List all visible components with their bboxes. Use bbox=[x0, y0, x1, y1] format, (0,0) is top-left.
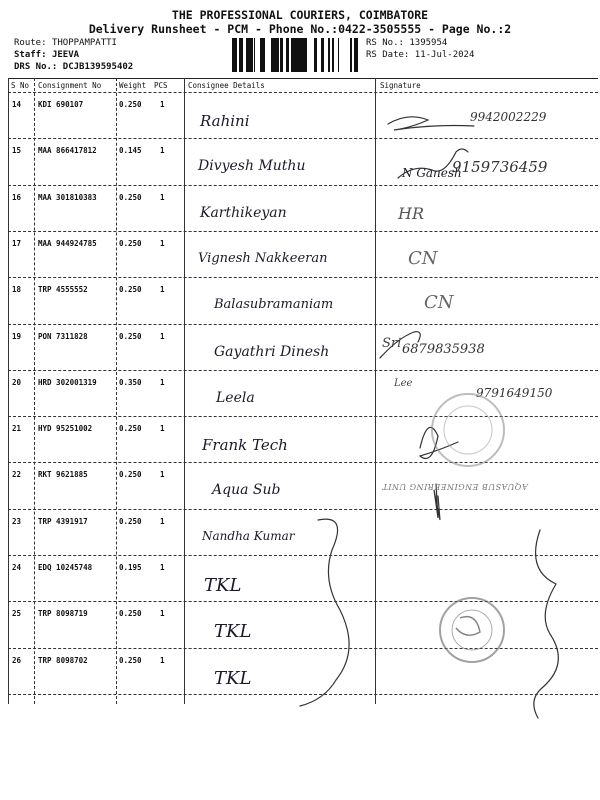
col-header-signature: Signature bbox=[380, 81, 421, 90]
row-weight: 0.250 bbox=[119, 655, 142, 665]
rs-no-label: RS No.: bbox=[366, 38, 404, 48]
row-consignee-handwritten: Nandha Kumar bbox=[202, 528, 295, 543]
row-pcs: 1 bbox=[160, 563, 165, 572]
row-consignment-no: MAA 301810383 bbox=[38, 192, 97, 202]
row-sno: 24 bbox=[12, 563, 22, 572]
signature-note: CN bbox=[424, 292, 454, 313]
signature-note: HR bbox=[398, 204, 424, 223]
row-sno: 18 bbox=[12, 285, 22, 295]
row-consignment-no: RKT 9621885 bbox=[38, 470, 88, 480]
route-label: Route: bbox=[14, 38, 47, 48]
row-consignment-no: MAA 866417812 bbox=[38, 146, 97, 156]
row-sno: 16 bbox=[12, 192, 22, 202]
row-consignment-no: HYD 95251002 bbox=[38, 424, 93, 434]
row-consignment-no: TRP 8098702 bbox=[38, 655, 88, 665]
row-consignment-no: MAA 944924785 bbox=[38, 238, 97, 248]
staff-label: Staff: bbox=[14, 50, 47, 60]
row-consignee-handwritten: Frank Tech bbox=[202, 436, 288, 455]
signature-note: Lee bbox=[394, 378, 413, 389]
row-consignee-handwritten: Rahini bbox=[200, 112, 250, 130]
signature-note: Sri bbox=[382, 336, 402, 351]
row-phone-handwritten: 9791649150 bbox=[476, 385, 553, 400]
row-pcs: 1 bbox=[160, 146, 165, 156]
rs-date-value: 11-Jul-2024 bbox=[414, 50, 475, 60]
row-consignment-no: EDQ 10245748 bbox=[38, 563, 93, 572]
row-pcs: 1 bbox=[160, 192, 165, 202]
row-consignee-handwritten: Karthikeyan bbox=[200, 204, 287, 221]
row-weight: 0.250 bbox=[119, 516, 142, 526]
row-pcs: 1 bbox=[160, 470, 165, 480]
row-pcs: 1 bbox=[160, 609, 165, 619]
row-weight: 0.250 bbox=[119, 424, 142, 434]
row-sno: 20 bbox=[12, 377, 22, 387]
row-pcs: 1 bbox=[160, 100, 165, 109]
row-sno: 14 bbox=[12, 100, 22, 109]
staff-value: JEEVA bbox=[51, 50, 80, 60]
row-weight: 0.250 bbox=[119, 238, 142, 248]
row-pcs: 1 bbox=[160, 285, 165, 295]
row-consignment-no: TRP 4555552 bbox=[38, 285, 88, 295]
row-pcs: 1 bbox=[160, 516, 165, 526]
signature-note: CN bbox=[408, 248, 438, 269]
row-sno: 23 bbox=[12, 516, 22, 526]
row-weight: 0.250 bbox=[119, 331, 142, 341]
row-pcs: 1 bbox=[160, 331, 165, 341]
col-header-weight: Weight bbox=[119, 81, 147, 90]
drs-value: DCJB139595402 bbox=[62, 62, 134, 72]
row-pcs: 1 bbox=[160, 377, 165, 387]
row-pcs: 1 bbox=[160, 424, 165, 434]
row-weight: 0.250 bbox=[119, 192, 142, 202]
row-weight: 0.250 bbox=[119, 470, 142, 480]
row-weight: 0.350 bbox=[119, 377, 142, 387]
rs-no-value: 1395954 bbox=[409, 38, 448, 48]
row-phone-handwritten: 9159736459 bbox=[452, 158, 548, 177]
row-consignment-no: TRP 8098719 bbox=[38, 609, 88, 619]
row-consignee-handwritten: Aqua Sub bbox=[212, 482, 281, 499]
col-header-sno: S No bbox=[11, 81, 30, 90]
signature-note: N Ganesh bbox=[402, 166, 462, 180]
row-phone-handwritten: 9942002229 bbox=[470, 110, 547, 124]
row-sno: 17 bbox=[12, 238, 22, 248]
company-title: THE PROFESSIONAL COURIERS, COIMBATORE bbox=[171, 8, 429, 22]
bracket-stroke bbox=[300, 519, 349, 706]
row-consignee-handwritten: Vignesh Nakkeeran bbox=[198, 250, 328, 266]
col-header-consignee: Consignee Details bbox=[188, 81, 265, 90]
signature-scribble bbox=[420, 427, 458, 458]
col-header-pcs: PCS bbox=[154, 81, 168, 90]
row-consignee-handwritten: Divyesh Muthu bbox=[198, 158, 306, 175]
row-weight: 0.250 bbox=[119, 100, 142, 109]
row-consignment-no: KDI 690107 bbox=[38, 100, 84, 109]
row-consignee-handwritten: TKL bbox=[214, 667, 252, 689]
row-pcs: 1 bbox=[160, 238, 165, 248]
company-stamp bbox=[432, 394, 504, 466]
runsheet-subtitle: Delivery Runsheet - PCM - Phone No.:0422-3505555 - Page No.:2 bbox=[88, 22, 512, 36]
row-consignee-handwritten: TKL bbox=[214, 621, 252, 643]
row-consignee-handwritten: Balasubramaniam bbox=[214, 297, 334, 313]
row-weight: 0.250 bbox=[119, 285, 142, 295]
stamp-text: AQUASUB ENGINEERING UNIT bbox=[382, 482, 528, 491]
row-consignment-no: PON 7311828 bbox=[38, 331, 88, 341]
signature-scribble bbox=[388, 117, 474, 130]
row-consignment-no: HRD 302001319 bbox=[38, 377, 97, 387]
row-phone-handwritten: 6879835938 bbox=[402, 341, 485, 357]
row-pcs: 1 bbox=[160, 655, 165, 665]
rs-date-label: RS Date: bbox=[366, 50, 410, 60]
row-sno: 22 bbox=[12, 470, 22, 480]
row-sno: 26 bbox=[12, 655, 22, 665]
signature-scribble bbox=[380, 332, 420, 358]
signature-scribble bbox=[398, 149, 468, 178]
row-sno: 19 bbox=[12, 331, 22, 341]
row-sno: 25 bbox=[12, 609, 22, 619]
row-sno: 21 bbox=[12, 424, 22, 434]
row-consignee-handwritten: Gayathri Dinesh bbox=[214, 343, 330, 360]
tkl-stamp bbox=[440, 598, 504, 662]
row-sno: 15 bbox=[12, 146, 22, 156]
drs-label: DRS No.: bbox=[14, 62, 58, 72]
bracket-stroke bbox=[534, 530, 559, 718]
row-weight: 0.195 bbox=[119, 563, 142, 572]
row-consignee-handwritten: TKL bbox=[204, 575, 242, 596]
row-weight: 0.250 bbox=[119, 609, 142, 619]
row-consignee-handwritten: Leela bbox=[216, 389, 255, 406]
route-value: THOPPAMPATTI bbox=[51, 38, 117, 48]
col-header-consignment: Consignment No bbox=[38, 81, 102, 90]
row-consignment-no: TRP 4391917 bbox=[38, 516, 88, 526]
row-weight: 0.145 bbox=[119, 146, 142, 156]
